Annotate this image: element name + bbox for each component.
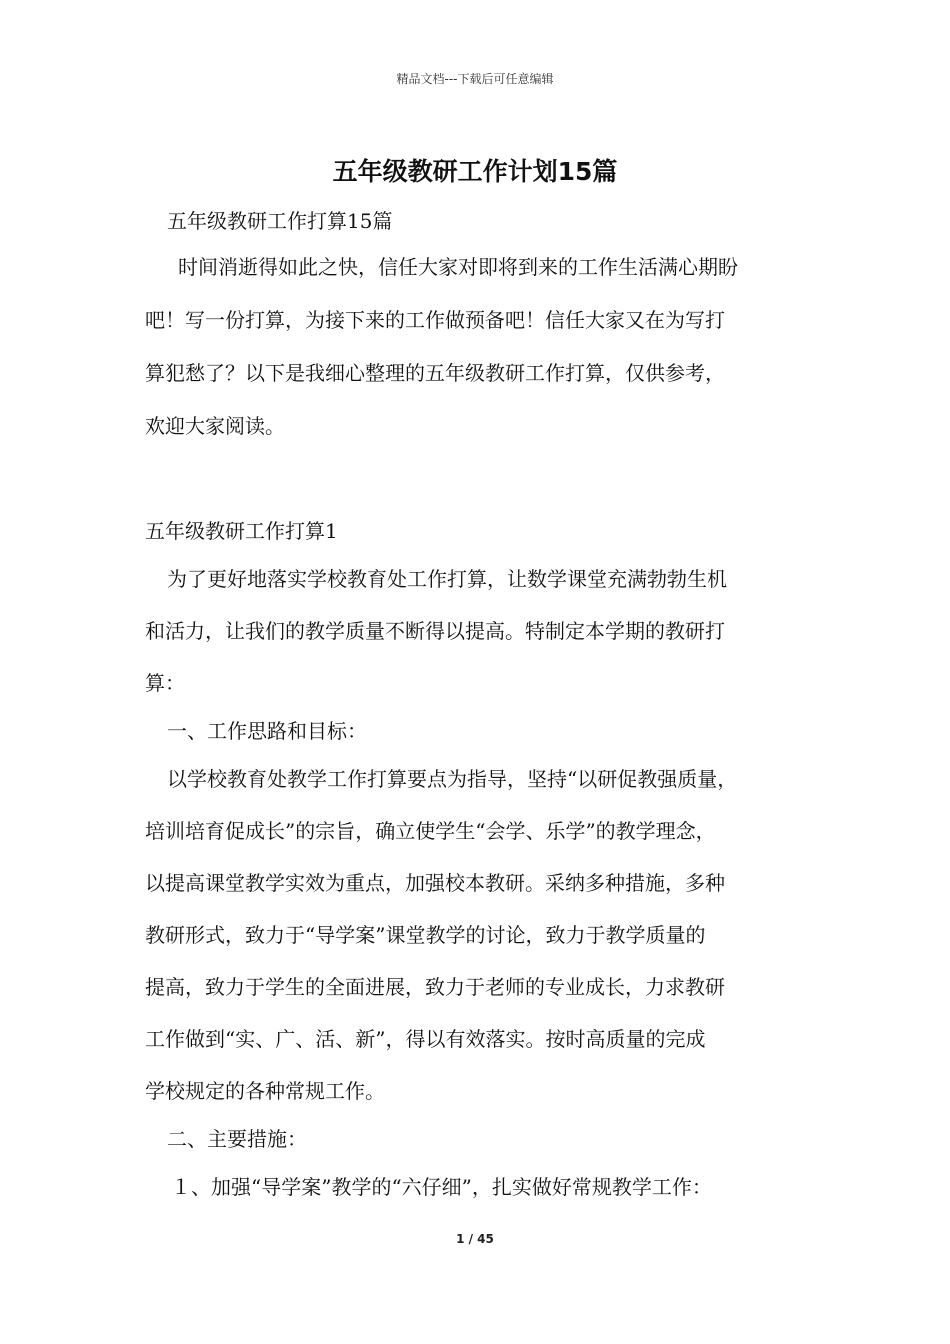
paragraph-line: 以提高课堂教学实效为重点，加强校本教研。采纳多种措施，多种: [145, 871, 725, 895]
paragraph-spacer: [145, 439, 825, 518]
intro-paragraph: [145, 254, 825, 439]
paragraph-line: 培训培育促成长”的宗旨，确立使学生“会学、乐学”的教学理念，: [145, 819, 716, 843]
section-heading: 五年级教研工作打算1: [145, 519, 338, 543]
intro-line: 欢迎大家阅读。: [145, 414, 285, 438]
paragraph-line: 提高，致力于学生的全面进展，致力于老师的专业成长，力求教研: [145, 975, 725, 999]
heading-work-ideas: 一、工作思路和目标：: [167, 719, 367, 743]
intro-line: 时间消逝得如此之快，信任大家对即将到来的工作生活满心期盼: [178, 255, 738, 279]
intro-line: 算犯愁了？以下是我细心整理的五年级教研工作打算，仅供参考，: [145, 361, 725, 385]
page-header: 精品文档---下载后可任意编辑: [396, 72, 554, 86]
paragraph-line: 学校规定的各种常规工作。: [145, 1079, 385, 1103]
paragraph-work-ideas: [145, 766, 825, 1104]
paragraph-line: 教研形式，致力于“导学案”课堂教学的讨论，致力于教学质量的: [145, 923, 706, 947]
intro-line: 吧！写一份打算，为接下来的工作做预备吧！信任大家又在为写打: [145, 308, 725, 332]
document-subtitle: 五年级教研工作打算15篇: [167, 209, 393, 233]
document-body: [145, 208, 825, 1200]
paragraph-line: 工作做到“实、广、活、新”，得以有效落实。按时高质量的完成: [145, 1027, 706, 1051]
page-number: 1 / 45: [456, 1232, 494, 1246]
paragraph-line: 为了更好地落实学校教育处工作打算，让数学课堂充满勃勃生机: [167, 567, 727, 591]
numbered-item: １、加强“导学案”教学的“六仔细”，扎实做好常规教学工作：: [171, 1175, 712, 1199]
heading-main-measures: 二、主要措施：: [167, 1127, 307, 1151]
paragraph-purpose: [145, 566, 825, 696]
paragraph-line: 以学校教育处教学工作打算要点为指导，坚持“以研促教强质量，: [167, 767, 738, 791]
document-title: 五年级教研工作计划15篇: [332, 157, 618, 186]
paragraph-line: 算：: [145, 671, 185, 695]
paragraph-line: 和活力，让我们的教学质量不断得以提高。特制定本学期的教研打: [145, 619, 725, 643]
